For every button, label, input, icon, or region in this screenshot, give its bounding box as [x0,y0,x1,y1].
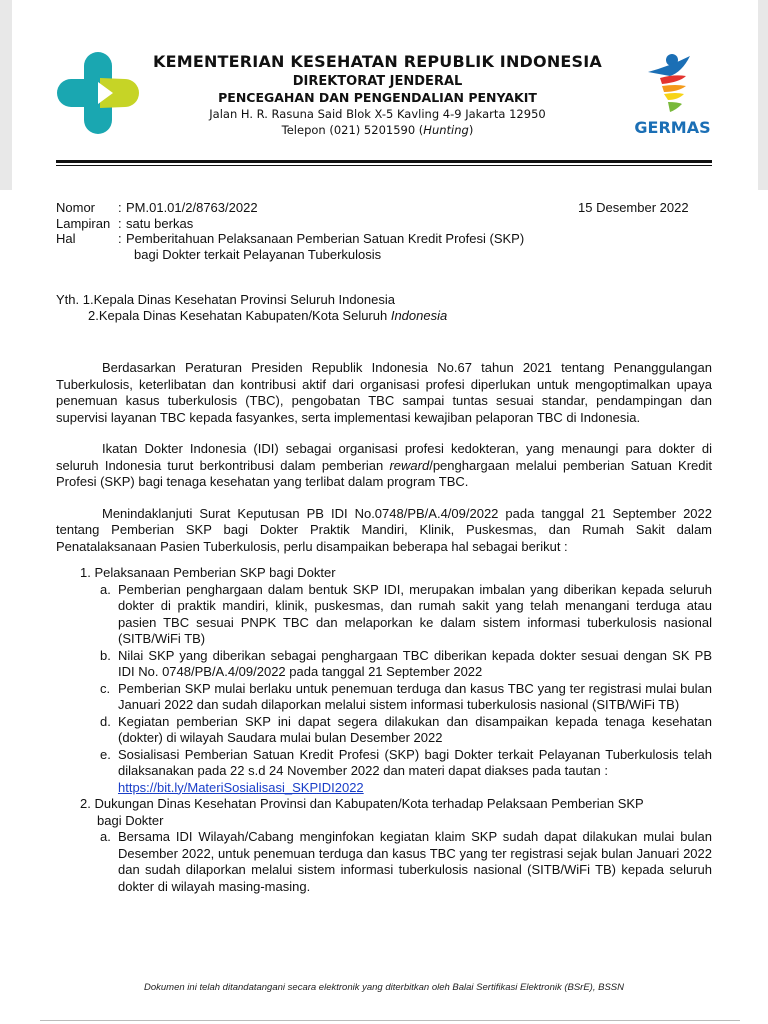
paragraph-3: Menindaklanjuti Surat Keputusan PB IDI No.0748/PB/A.4/09/2022 pada tanggal 21 September 2022 tentang Pemberian SKP bagi Dokter Praktik Mandiri, Klinik, Puskesmas, dan Rumah Sakit dalam Penatalaksanaan Pasien Tuberkulosis, perlu disampaikan beberapa hal sebagai berikut : [56,505,712,554]
hal-line-2: bagi Dokter terkait Pelayanan Tuberkulosis [134,246,382,262]
letterhead [0,0,768,190]
list-item-2a: a. Bersama IDI Wilayah/Cabang menginfokan kegiatan klaim SKP sudah dapat dilakukan mulai bulan Desember 2022, untuk penemuan terduga dan kasus TBC yang ter registrasi sejak bulan Januari 2022 dan sudah dilaporkan melalui sistem informasi tuberkulosis nasional (SITB/WiFi TB) kepada seluruh dokter di wilayah masing-masing. [100,829,712,894]
directorate-name: DIREKTORAT JENDERAL [292,74,463,89]
division-name: PENCEGAHAN DAN PENGENDALIAN PENYAKIT [218,90,537,105]
hal-line-1: Pemberitahuan Pelaksanaan Pemberian Satuan Kredit Profesi (SKP) [126,231,525,246]
germas-logo [630,50,715,140]
list-item-1: 1. Pelaksanaan Pemberian SKP bagi Dokter [80,565,336,580]
addressee-1: Yth. 1.Kepala Dinas Kesehatan Provinsi Seluruh Indonesia [56,292,395,307]
list-item-1e: e. Sosialisasi Pemberian Satuan Kredit Profesi (SKP) bagi Dokter terkait Pelayanan Tuberkulosis telah dilaksanakan pada 22 s.d 24 November 2022 dan materi dapat diakses pada tautan : https://bit.ly/MateriSosialisasi_SKPIDI2022 [100,746,712,795]
letter-body [56,360,712,895]
paragraph-2: Ikatan Dokter Indonesia (IDI) sebagai organisasi profesi kedokteran, yang menaungi para dokter di seluruh Indonesia turut berkontribusi dalam pemberian reward/penghargaan melalui pemberian Satuan Kredit Profesi (SKP) bagi tenaga kesehatan yang terlibat dalam program TBC. [56,441,712,489]
ministry-name: KEMENTERIAN KESEHATAN REPUBLIK INDONESIA [152,52,603,71]
list-item-1a: a. Pemberian penghargaan dalam bentuk SKP IDI, merupakan imbalan yang diberikan kepada seluruh dokter di praktik mandiri, klinik, puskesmas, dan rumah sakit yang telah menangani terduga atau pasien TBC sesuai PNPK TBC dan melaporkan ke dalam sistem informasi tuberkulosis nasional (SITB/WiFi TB) [100,581,712,646]
numbered-list [80,565,712,895]
meta-nomor: Nomor : PM.01.01/2/8763/2022 [56,200,258,215]
list-item-1c: c. Pemberian SKP mulai berlaku untuk penemuan terduga dan kasus TBC yang ter registrasi mulai bulan Januari 2022 dan sudah dilaporkan melalui sistem informasi tuberkulosis nasional (SITB/WiFi TB) [100,680,712,712]
e-signature-note: Dokumen ini telah ditandatangani secara elektronik yang diterbitkan oleh Balai Sertifikasi Elektronik (BSrE), BSSN [144,982,624,993]
meta-lampiran: Lampiran : satu berkas [56,215,194,231]
letterhead-text [130,52,625,137]
letterhead-rule-thin [56,165,712,166]
addressees [56,292,447,324]
office-address: Jalan H. R. Rasuna Said Blok X-5 Kavling 4-9 Jakarta 12950 [209,107,546,121]
germas-label: GERMAS [634,118,711,137]
materials-link[interactable]: https://bit.ly/MateriSosialisasi_SKPIDI2022 [118,779,364,795]
paragraph-1: Berdasarkan Peraturan Presiden Republik Indonesia No.67 tahun 2021 tentang Penanggulangan Tuberkulosis, keterlibatan dan kontribusi aktif dari organisasi profesi diperlukan untuk mengoptimalkan upaya penemuan kasus tuberkulosis (TBC), pengobatan TBC sampai tuntas sesuai standar, pendampingan dan supervisi layanan TBC kepada fasyankes, serta implementasi kewajiban pelaporan TBC di Indonesia. [56,360,712,425]
germas-figure-icon [630,50,715,116]
list-item-1b: b. Nilai SKP yang diberikan sebagai penghargaan TBC diberikan kepada dokter sesuai dengan SK PB IDI No. 0748/PB/A.4/09/2022 pada tanggal 21 September 2022 [100,647,712,679]
meta-hal: Hal : Pemberitahuan Pelaksanaan Pemberian Satuan Kredit Profesi (SKP) bagi Dokter terkait Pelayanan Tuberkulosis [56,231,525,262]
page-bottom-line [40,1020,740,1021]
list-item-1d: d. Kegiatan pemberian SKP ini dapat segera dilakukan dan disampaikan kepada tenaga kesehatan (dokter) di wilayah Saudara mulai bulan Desember 2022 [100,713,712,745]
letterhead-rule-thick [56,160,712,163]
office-phone: Telepon (021) 5201590 (Hunting) [281,123,474,137]
addressee-2: 2.Kepala Dinas Kesehatan Kabupaten/Kota Seluruh Indonesia [88,308,448,323]
list-item-2: 2. Dukungan Dinas Kesehatan Provinsi dan Kabupaten/Kota terhadap Pelaksaan Pemberian SKP bagi Dokter [80,796,644,828]
letter-date: 15 Desember 2022 [578,200,689,215]
